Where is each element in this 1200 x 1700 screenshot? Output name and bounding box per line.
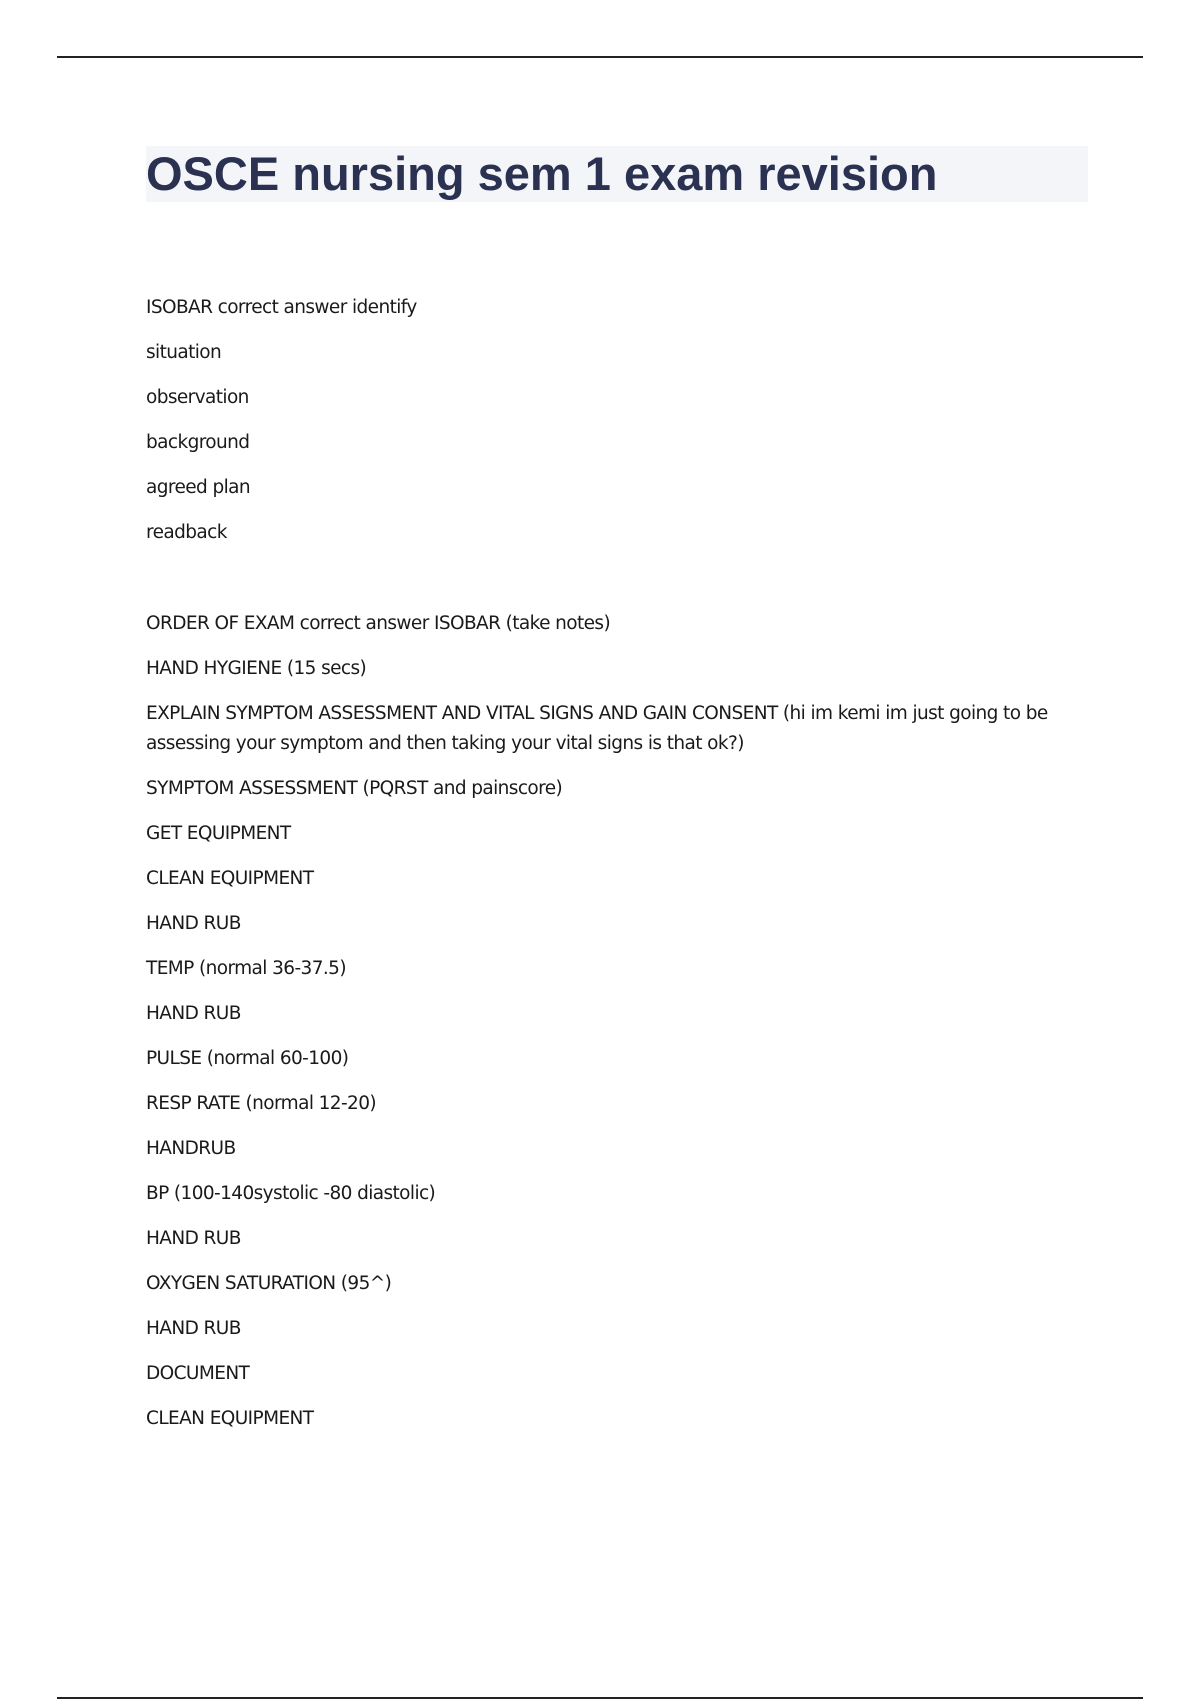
text-line: readback: [146, 522, 227, 543]
text-line: ORDER OF EXAM correct answer ISOBAR (take notes): [146, 613, 611, 634]
text-line: ISOBAR correct answer identify: [146, 297, 417, 318]
text-line: GET EQUIPMENT: [146, 823, 291, 844]
page-title: OSCE nursing sem 1 exam revision: [146, 147, 938, 200]
text-line: observation: [146, 387, 249, 408]
text-line: PULSE (normal 60-100): [146, 1048, 349, 1069]
text-line: BP (100-140systolic -80 diastolic): [146, 1183, 436, 1204]
text-line: OXYGEN SATURATION (95^): [146, 1273, 392, 1294]
document-body: [146, 293, 1086, 1449]
text-line: HAND RUB: [146, 1228, 241, 1249]
text-line: SYMPTOM ASSESSMENT (PQRST and painscore): [146, 778, 563, 799]
text-line: RESP RATE (normal 12-20): [146, 1093, 377, 1114]
section-spacer: [146, 563, 1086, 609]
text-line: TEMP (normal 36-37.5): [146, 958, 346, 979]
text-line: agreed plan: [146, 477, 251, 498]
text-line: HAND RUB: [146, 1003, 241, 1024]
text-line: HANDRUB: [146, 1138, 236, 1159]
text-line: DOCUMENT: [146, 1363, 250, 1384]
section-order-of-exam: [146, 609, 1086, 1434]
text-line: HAND RUB: [146, 1318, 241, 1339]
text-line: situation: [146, 342, 222, 363]
text-line: HAND HYGIENE (15 secs): [146, 658, 367, 679]
text-line: background: [146, 432, 250, 453]
bottom-divider: [57, 1697, 1143, 1699]
top-divider: [57, 56, 1143, 58]
section-isobar: [146, 293, 1086, 548]
text-line: CLEAN EQUIPMENT: [146, 1408, 314, 1429]
text-line: EXPLAIN SYMPTOM ASSESSMENT AND VITAL SIGNS AND GAIN CONSENT (hi im kemi im just going to be assessing your symptom and then taking your vital signs is that ok?): [146, 703, 1048, 754]
text-line: CLEAN EQUIPMENT: [146, 868, 314, 889]
text-line: HAND RUB: [146, 913, 241, 934]
